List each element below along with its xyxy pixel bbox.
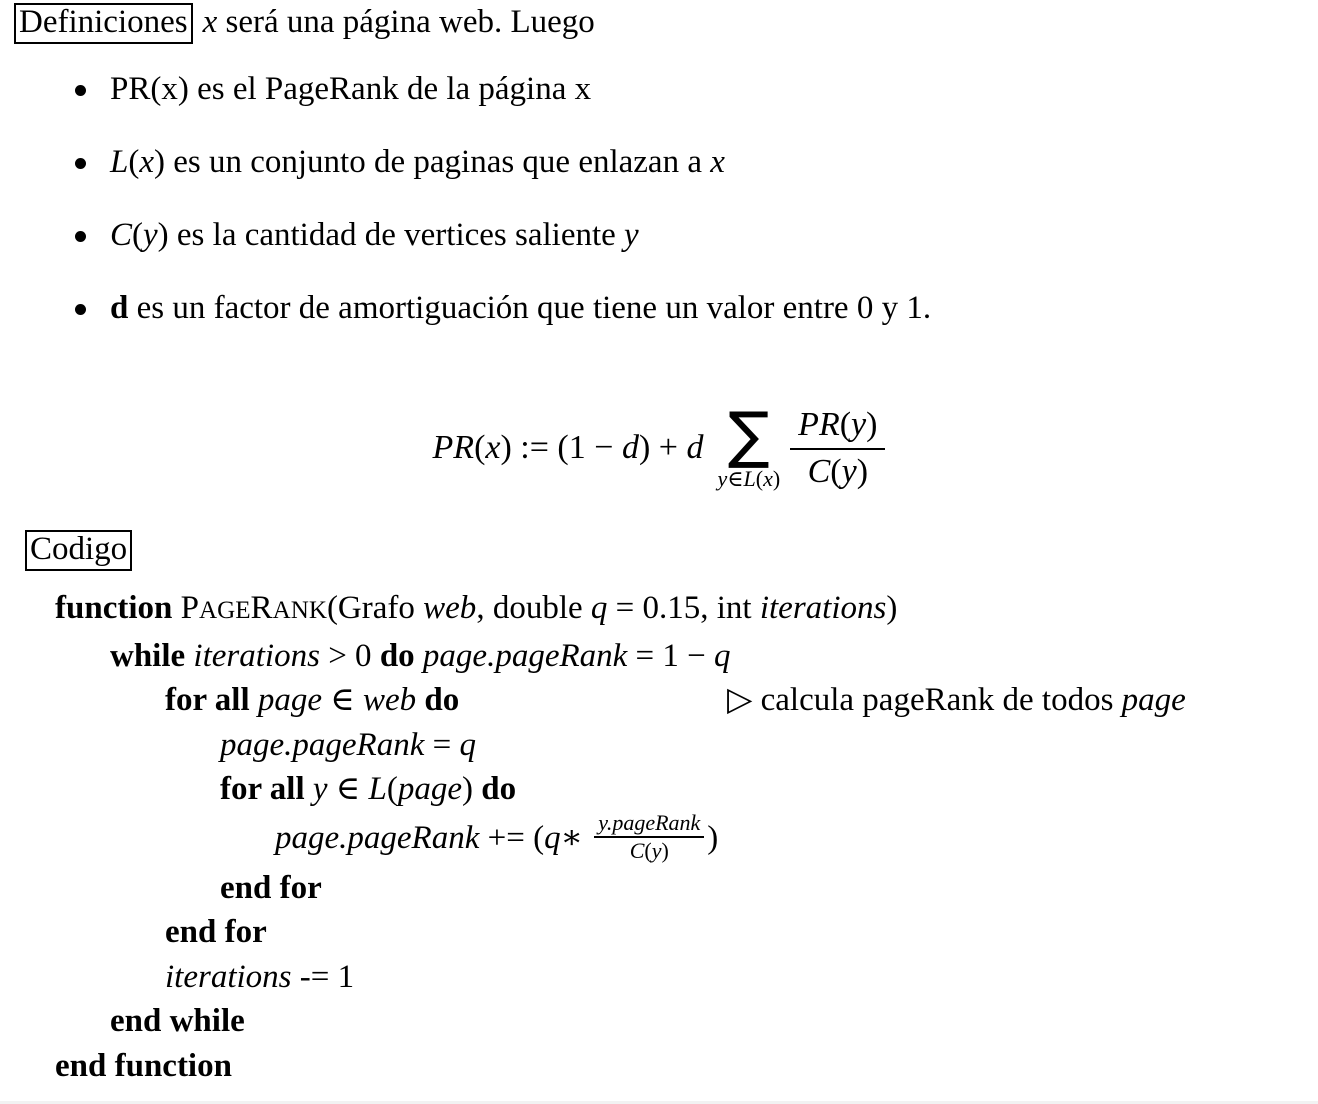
text-segment: web: [362, 682, 417, 718]
bullet-text: [110, 72, 591, 106]
text-segment: y: [851, 405, 867, 443]
smallcaps-char: N: [290, 597, 309, 624]
text-segment: (: [644, 837, 652, 863]
code-line: [0, 767, 1318, 812]
text-segment: (: [128, 144, 140, 180]
text-segment: ) +: [638, 429, 687, 466]
text-segment: L: [368, 771, 387, 807]
text-segment: end function: [55, 1047, 232, 1084]
text-segment: PR: [432, 429, 475, 466]
code-line: [0, 999, 1318, 1044]
text-segment: C: [110, 217, 133, 253]
text-segment: += (: [479, 819, 545, 856]
text-segment: y: [651, 837, 662, 863]
text-segment: do: [481, 771, 517, 807]
text-segment: ): [707, 819, 719, 856]
text-segment: ): [772, 465, 781, 491]
text-segment: end for: [165, 914, 267, 951]
text-segment: ): [886, 590, 898, 626]
list-item: [75, 218, 1305, 252]
code-line: [0, 809, 1318, 866]
text-segment: (: [474, 429, 486, 466]
smallcaps-char: A: [272, 597, 291, 624]
text-segment: (Grafo: [326, 590, 424, 626]
inline-fraction: [594, 811, 704, 863]
text-segment: (: [386, 771, 398, 807]
smallcaps-char: K: [308, 597, 327, 624]
text-segment: x: [202, 4, 218, 40]
inline-fraction-denominator: [626, 838, 673, 863]
text-segment: y: [624, 217, 639, 253]
text-segment: q: [544, 819, 561, 856]
text-segment: end while: [110, 1003, 245, 1040]
text-segment: ): [462, 771, 482, 807]
text-segment: x: [139, 144, 155, 180]
text-segment: q: [590, 590, 608, 626]
bullet-text: [110, 218, 639, 252]
text-segment: = 0.15, int: [607, 590, 760, 626]
text-segment: y: [717, 465, 728, 491]
bullet-text: [110, 145, 725, 179]
text-segment: y: [841, 452, 857, 490]
bullet-icon: [75, 85, 86, 96]
text-segment: x: [710, 144, 725, 180]
text-segment: PR(x) es el PageRank de la página x: [110, 71, 592, 107]
text-segment: ) es un conjunto de paginas que enlazan a: [154, 144, 711, 180]
text-segment: será una página web. Luego: [217, 4, 595, 40]
text-segment: ): [866, 405, 878, 443]
text-segment: ): [661, 837, 669, 863]
inline-fraction-numerator: [594, 811, 704, 838]
code-line: [0, 723, 1318, 768]
definitions-header: [14, 3, 595, 44]
code-line: [0, 678, 1318, 723]
text-segment: y.pageRank: [598, 809, 701, 835]
summation: [717, 397, 781, 491]
pseudocode-block: [0, 586, 1318, 1088]
text-segment: L: [743, 465, 756, 491]
fraction-denominator: [800, 450, 876, 491]
text-segment: (: [132, 217, 144, 253]
text-segment: ∈: [322, 682, 363, 718]
text-segment: (: [830, 452, 842, 490]
text-segment: y: [312, 771, 328, 807]
text-segment: > 0: [319, 637, 380, 674]
list-item: [75, 72, 1305, 106]
definitions-intro-text: [203, 4, 595, 40]
text-segment: web: [423, 590, 477, 626]
code-line: [0, 586, 1318, 634]
text-segment: ∈: [727, 465, 744, 491]
text-segment: PR: [798, 405, 840, 443]
text-segment: d: [621, 429, 639, 466]
code-line: [0, 910, 1318, 955]
text-segment: [415, 638, 423, 674]
code-line: [0, 866, 1318, 911]
smallcaps-char: G: [217, 597, 236, 624]
text-segment: for all: [165, 682, 258, 718]
text-segment: (: [755, 465, 764, 491]
code-comment: [727, 678, 1186, 723]
list-item: [75, 291, 1305, 325]
code-line: [0, 634, 1318, 679]
text-segment: x: [763, 465, 773, 491]
list-item: [75, 145, 1305, 179]
bullet-icon: [75, 304, 86, 315]
bullet-text: [110, 291, 931, 325]
pagerank-formula: [0, 388, 1318, 508]
text-segment: q: [459, 726, 476, 763]
smallcaps-char: A: [198, 597, 218, 624]
text-segment: do: [379, 637, 415, 674]
text-segment: page: [397, 771, 462, 807]
smallcaps-char: E: [235, 597, 251, 624]
text-segment: ): [856, 452, 869, 490]
code-box-label: Codigo: [25, 530, 132, 571]
text-segment: d: [110, 290, 129, 326]
code-section-header: [25, 530, 132, 571]
text-segment: =: [424, 726, 460, 763]
text-segment: iterations: [193, 637, 320, 674]
formula-lead: [433, 429, 704, 467]
text-segment: page.pageRank: [220, 726, 425, 763]
definitions-box-label: Definiciones: [14, 3, 193, 44]
summation-subscript: [717, 467, 780, 491]
text-segment: page: [257, 682, 323, 718]
text-segment: ) := (1 −: [500, 429, 622, 466]
sigma-symbol: ∑: [727, 397, 770, 471]
text-segment: x: [485, 429, 501, 466]
text-segment: , double: [476, 590, 591, 626]
fraction-numerator: [790, 406, 885, 450]
definitions-bullet-list: [75, 72, 1305, 364]
text-segment: d: [686, 429, 704, 466]
code-line: [0, 955, 1318, 1000]
bullet-icon: [75, 158, 86, 169]
text-segment: while: [110, 637, 194, 674]
text-segment: page.pageRank: [275, 819, 480, 856]
text-segment: (: [839, 405, 852, 443]
text-segment: ▷ calcula pageRank de todos: [727, 682, 1122, 718]
text-segment: function: [55, 590, 181, 626]
formula-fraction: [790, 406, 885, 491]
text-segment: q: [714, 637, 731, 674]
smallcaps-char: P: [180, 590, 199, 626]
text-segment: page: [1121, 682, 1186, 718]
text-segment: end for: [220, 869, 322, 906]
text-segment: ∗: [560, 819, 592, 856]
text-segment: C: [629, 837, 645, 863]
text-segment: page.pageRank: [422, 637, 628, 674]
text-segment: C: [807, 452, 831, 490]
text-segment: iterations: [165, 958, 292, 995]
text-segment: = 1 −: [627, 637, 715, 674]
text-segment: L: [110, 144, 129, 180]
code-line: [0, 1044, 1318, 1089]
text-segment: es un factor de amortiguación que tiene un valor entre 0 y 1.: [128, 290, 932, 326]
text-segment: for all: [220, 771, 313, 807]
text-segment: iterations: [759, 590, 887, 626]
text-segment: -= 1: [291, 958, 355, 995]
text-segment: do: [424, 682, 460, 718]
text-segment: [181, 590, 327, 626]
text-segment: ∈: [327, 771, 369, 807]
bullet-icon: [75, 231, 86, 242]
text-segment: y: [143, 217, 158, 253]
text-segment: ) es la cantidad de vertices saliente: [157, 217, 625, 253]
smallcaps-char: R: [250, 590, 273, 626]
